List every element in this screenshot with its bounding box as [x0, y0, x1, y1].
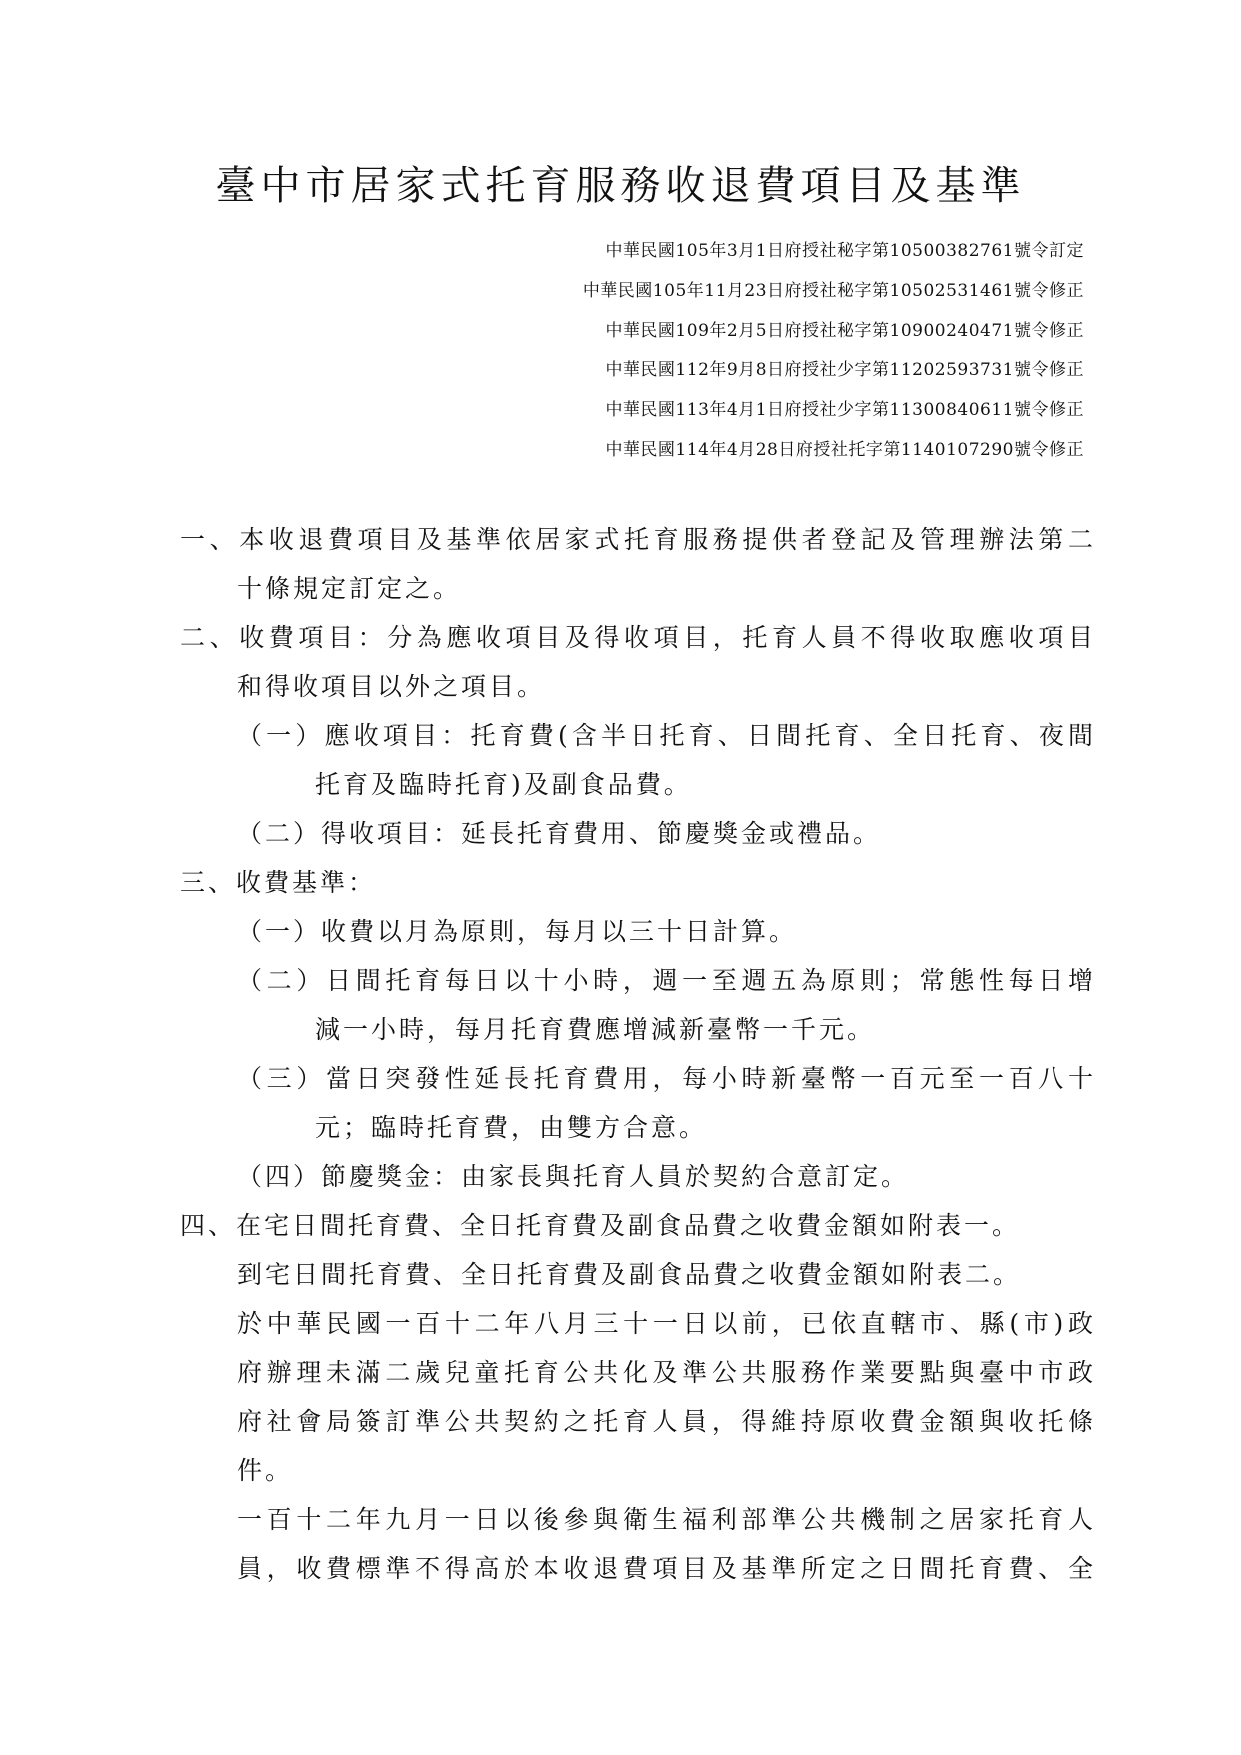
clause-4-para-2-line-3: 府社會局簽訂準公共契約之托育人員，得維持原收費金額與收托條: [237, 1407, 1093, 1436]
amendment-line: 中華民國105年3月1日府授社秘字第10500382761號令訂定: [605, 241, 1084, 261]
clause-3-4: （四）節慶獎金：由家長與托育人員於契約合意訂定。: [237, 1162, 910, 1191]
clause-3-3-line-2: 元；臨時托育費，由雙方合意。: [315, 1113, 708, 1142]
clause-1-line-1: 一、本收退費項目及基準依居家式托育服務提供者登記及管理辦法第二: [180, 525, 1093, 554]
amendment-line: 中華民國105年11月23日府授社秘字第10502531461號令修正: [582, 280, 1084, 301]
amendment-line: 中華民國112年9月8日府授社少字第11202593731號令修正: [605, 360, 1084, 381]
clause-3-2-line-1: （二）日間托育每日以十小時，週一至週五為原則；常態性每日增: [237, 966, 1093, 995]
clause-3-3-line-1: （三）當日突發性延長托育費用，每小時新臺幣一百元至一百八十: [237, 1064, 1093, 1093]
clause-4-para-3-line-1: 一百十二年九月一日以後參與衛生福利部準公共機制之居家托育人: [237, 1505, 1093, 1534]
clause-4-line-2: 到宅日間托育費、全日托育費及副食品費之收費金額如附表二。: [237, 1260, 1022, 1289]
clause-4-para-2-line-4: 件。: [237, 1456, 294, 1485]
amendment-line: 中華民國113年4月1日府授社少字第11300840611號令修正: [605, 400, 1084, 421]
clause-2-1-line-1: （一）應收項目：托育費(含半日托育、日間托育、全日托育、夜間: [237, 721, 1093, 750]
clause-2-line-2: 和得收項目以外之項目。: [237, 672, 546, 701]
amendment-line: 中華民國114年4月28日府授社托字第1140107290號令修正: [605, 439, 1084, 460]
clause-4-para-2-line-1: 於中華民國一百十二年八月三十一日以前，已依直轄市、縣(市)政: [237, 1309, 1093, 1338]
clause-4-line-1: 四、在宅日間托育費、全日托育費及副食品費之收費金額如附表一。: [180, 1211, 1021, 1240]
document-title: 臺中市居家式托育服務收退費項目及基準: [215, 163, 1026, 209]
clause-2-line-1: 二、收費項目：分為應收項目及得收項目，托育人員不得收取應收項目: [180, 623, 1093, 652]
clause-4-para-3-line-2: 員，收費標準不得高於本收退費項目及基準所定之日間托育費、全: [237, 1554, 1093, 1583]
clause-2-2: （二）得收項目：延長托育費用、節慶獎金或禮品。: [237, 819, 882, 848]
clause-4-para-2-line-2: 府辦理未滿二歲兒童托育公共化及準公共服務作業要點與臺中市政: [237, 1358, 1093, 1387]
amendment-history: [384, 232, 1084, 471]
amendment-line: 中華民國109年2月5日府授社秘字第10900240471號令修正: [605, 320, 1084, 341]
clause-3-2-line-2: 減一小時，每月托育費應增減新臺幣一千元。: [315, 1015, 876, 1044]
clause-1-line-2: 十條規定訂定之。: [237, 574, 462, 603]
clause-3-heading: 三、收費基準：: [180, 868, 377, 897]
clause-2-1-line-2: 托育及臨時托育)及副食品費。: [315, 770, 692, 799]
clause-3-1: （一）收費以月為原則，每月以三十日計算。: [237, 917, 798, 946]
